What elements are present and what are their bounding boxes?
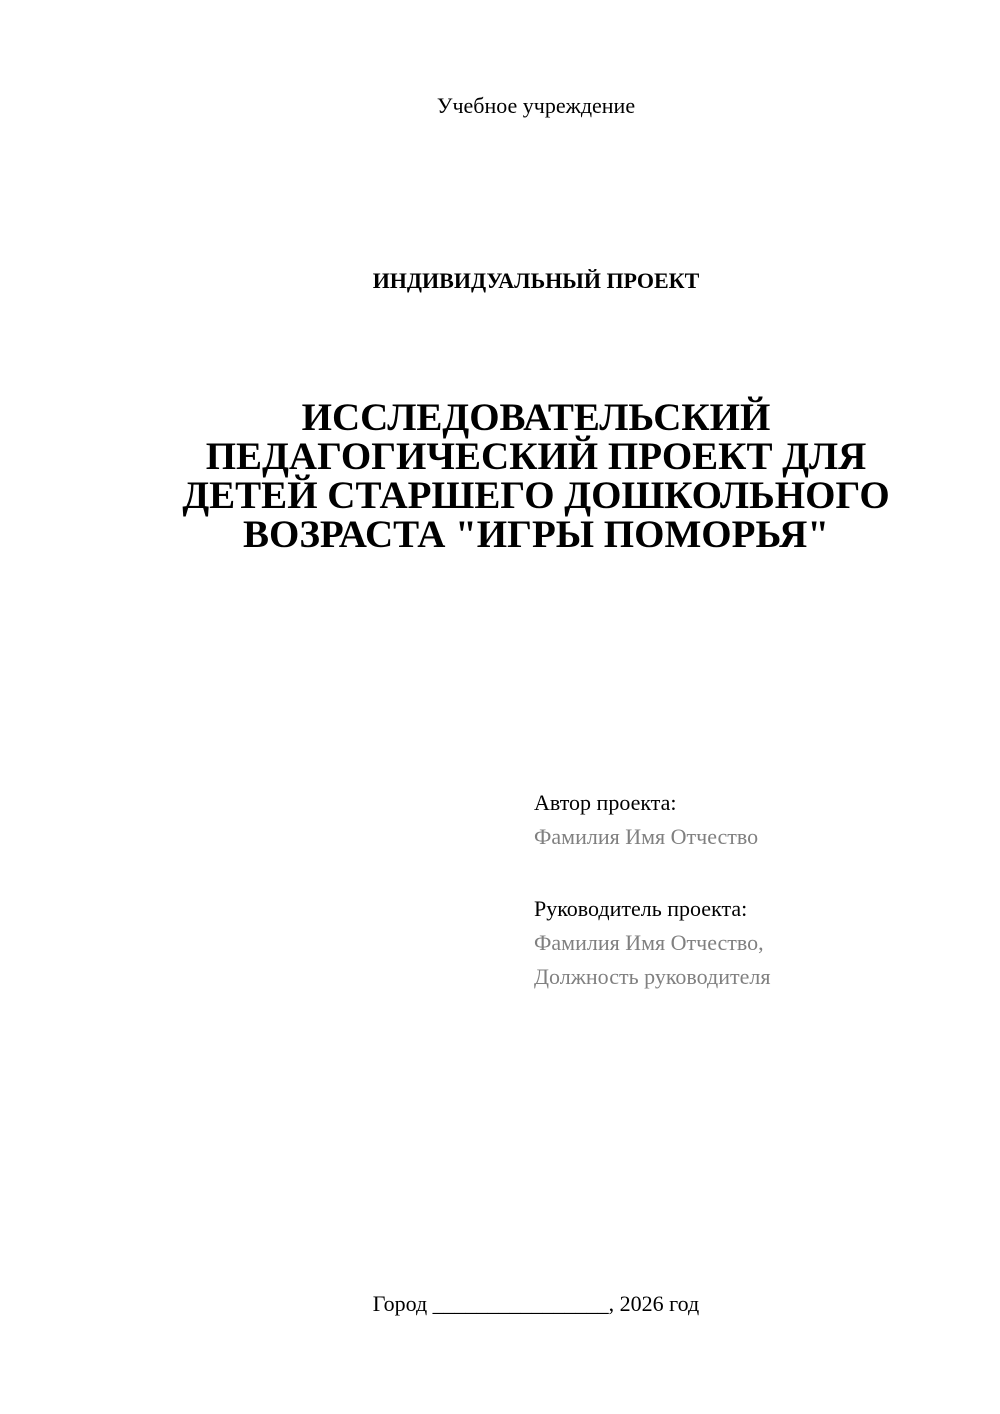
supervisor-block (534, 892, 974, 994)
author-block (534, 786, 974, 854)
document-type: ИНДИВИДУАЛЬНЫЙ ПРОЕКТ (372, 268, 700, 293)
supervisor-label: Руководитель проекта: (534, 896, 748, 921)
author-name: Фамилия Имя Отчество (534, 824, 759, 849)
project-title-line: ПЕДАГОГИЧЕСКИЙ ПРОЕКТ ДЛЯ (205, 435, 867, 478)
project-title (150, 398, 922, 554)
project-title-line: ДЕТЕЙ СТАРШЕГО ДОШКОЛЬНОГО (182, 474, 890, 517)
supervisor-name: Фамилия Имя Отчество, (534, 930, 764, 955)
city-year-line: Город ________________, 2026 год (372, 1291, 700, 1316)
author-label: Автор проекта: (534, 790, 677, 815)
project-title-line: ИССЛЕДОВАТЕЛЬСКИЙ (301, 396, 771, 439)
institution-name: Учебное учреждение (436, 93, 636, 118)
supervisor-position: Должность руководителя (534, 964, 771, 989)
project-title-line: ВОЗРАСТА "ИГРЫ ПОМОРЬЯ" (243, 513, 829, 556)
